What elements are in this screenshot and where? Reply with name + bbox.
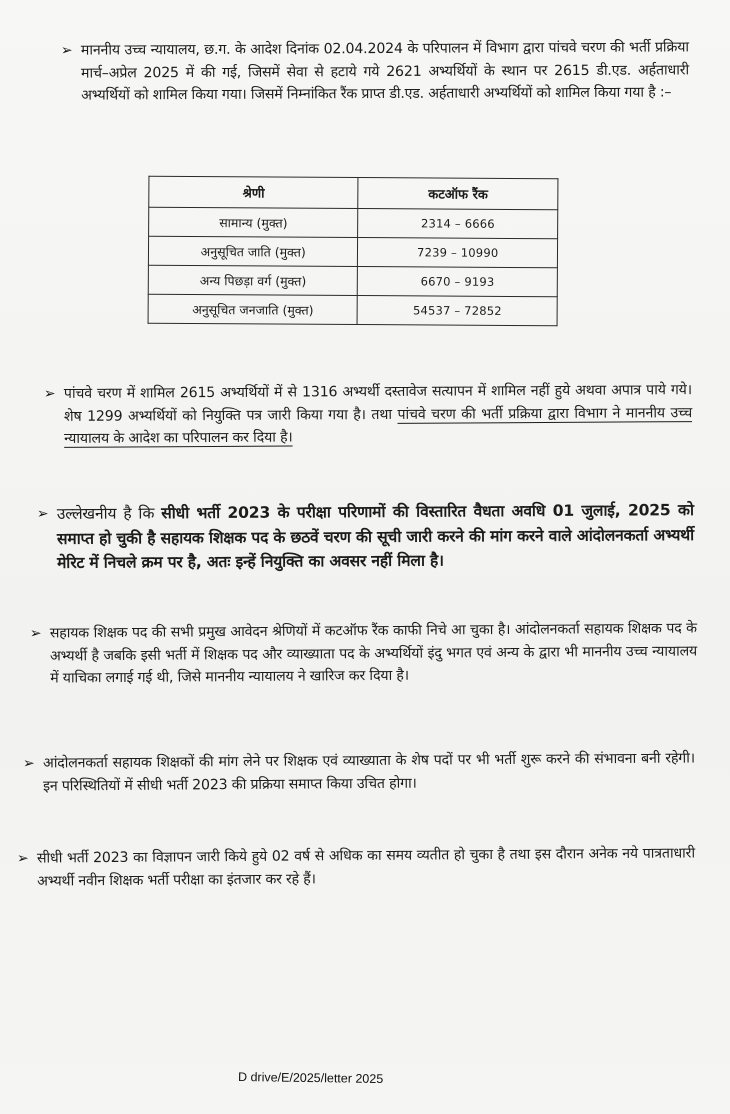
cutoff-rank-cell: 6670 – 9193	[358, 267, 558, 297]
cutoff-rank-cell: 7239 – 10990	[358, 238, 558, 268]
arrow-bullet-icon: ➢	[36, 505, 49, 523]
arrow-bullet-icon: ➢	[29, 625, 42, 642]
cutoff-rank-cell: 2314 – 6666	[358, 209, 558, 239]
bold-text: सीधी भर्ती 2023 के परीक्षा परिणामों की विस्तारित वैधता अवधि 01 जुलाई, 2025 को समाप्त हो चुकी है सहायक शिक्षक पद के छठवें चरण की सूची जारी करने की मांग करने वाले आंदोलनकर्ता अभ्यर्थी मेरिट में निचले क्रम पर है, अतः इन्हें नियुक्ति का अवसर नहीं मिला है।	[56, 501, 695, 572]
cutoff-rank-cell: 54537 – 72852	[358, 296, 558, 326]
paragraph-validity-expired	[36, 498, 695, 575]
paragraph-text: सीधी भर्ती 2023 का विज्ञापन जारी किये हुये 02 वर्ष से अधिक का समय व्यतीत हो चुका है तथा इस दौरान अनेक नये पात्रताधारी अभ्यर्थी नवीन शिक्षक भर्ती परीक्षा का इंतजार कर रहे हैं।	[36, 845, 695, 890]
table-row	[149, 207, 558, 238]
paragraph-cutoff-low	[29, 617, 698, 690]
arrow-bullet-icon: ➢	[43, 385, 56, 403]
arrow-bullet-icon: ➢	[16, 850, 29, 867]
paragraph-text: आंदोलनकर्ता सहायक शिक्षकों की मांग लेने पर शिक्षक एवं व्याख्याता के शेष पदों पर भी भर्ती शुरू करने की संभावना बनी रहेगी। इन परिस्थितियों में सीधी भर्ती 2023 की प्रक्रिया समाप्त किया उचित होगा।	[42, 750, 695, 795]
table-row	[148, 265, 557, 296]
arrow-bullet-icon: ➢	[60, 42, 73, 59]
category-cell: सामान्य (मुक्त)	[149, 207, 359, 237]
category-cell: अन्य पिछड़ा वर्ग (मुक्त)	[148, 265, 358, 295]
table-row	[148, 294, 557, 325]
category-cell: अनुसूचित जाति (मुक्त)	[148, 236, 358, 266]
arrow-bullet-icon: ➢	[22, 755, 35, 772]
paragraph-fifth-phase-result	[43, 379, 693, 450]
paragraph-demand-consequence	[22, 747, 695, 797]
category-cell: अनुसूचित जनजाति (मुक्त)	[148, 294, 358, 324]
table-header-row	[149, 176, 558, 209]
paragraph-text: माननीय उच्च न्यायालय, छ.ग. के आदेश दिनांक 02.04.2024 के परिपालन में विभाग द्वारा पांचवे चरण की भर्ती प्रक्रिया मार्च–अप्रेल 2025 में की गई, जिसमें सेवा से हटाये गये 2621 अभ्यर्थियों के स्थान पर 2615 डी.एड. अर्हताधारी अभ्यर्थियों को शामिल किया गया। जिसमें निम्नांकित रैंक प्राप्त डी.एड. अर्हताधारी अभ्यर्थियों को शामिल किया गया है :–	[80, 39, 690, 104]
paragraph-text: सहायक शिक्षक पद की सभी प्रमुख आवेदन श्रेणियों में कटऑफ रैंक काफी निचे आ चुका है। आंदोलनकर्ता सहायक शिक्षक पद के अभ्यर्थी है जबकि इसी भर्ती में शिक्षक पद और व्याख्याता पद के अभ्यर्थियों इंदु भगत एवं अन्य के द्वारा भी माननीय उच्च न्यायालय में याचिका लगाई गई थी, जिसे माननीय न्यायालय ने खारिज कर दिया है।	[49, 620, 698, 687]
cutoff-rank-table	[148, 176, 559, 327]
column-header-cutoff-rank: कटऑफ रैंक	[358, 178, 558, 210]
underlined-text: पांचवे चरण की भर्ती प्रक्रिया द्वारा विभाग ने माननीय उच्च न्यायालय के आदेश का परिपालन कर दिया है।	[64, 404, 693, 447]
paragraph-high-court-order	[60, 36, 690, 107]
paragraph-advertisement-age	[16, 842, 695, 892]
column-header-category: श्रेणी	[149, 176, 359, 208]
paragraph-text: पांचवे चरण में शामिल 2615 अभ्यर्थियों में से 1316 अभ्यर्थी दस्तावेज सत्यापन में शामिल नहीं हुये अथवा अपात्र पाये गये। शेष 1299 अभ्यर्थियों को नियुक्ति पत्र जारी किया गया है। तथा	[63, 382, 692, 425]
table-row	[148, 236, 557, 267]
file-path-footer: D drive/E/2025/letter 2025	[237, 1069, 384, 1087]
paragraph-text: उल्लेखनीय है कि	[56, 504, 162, 523]
